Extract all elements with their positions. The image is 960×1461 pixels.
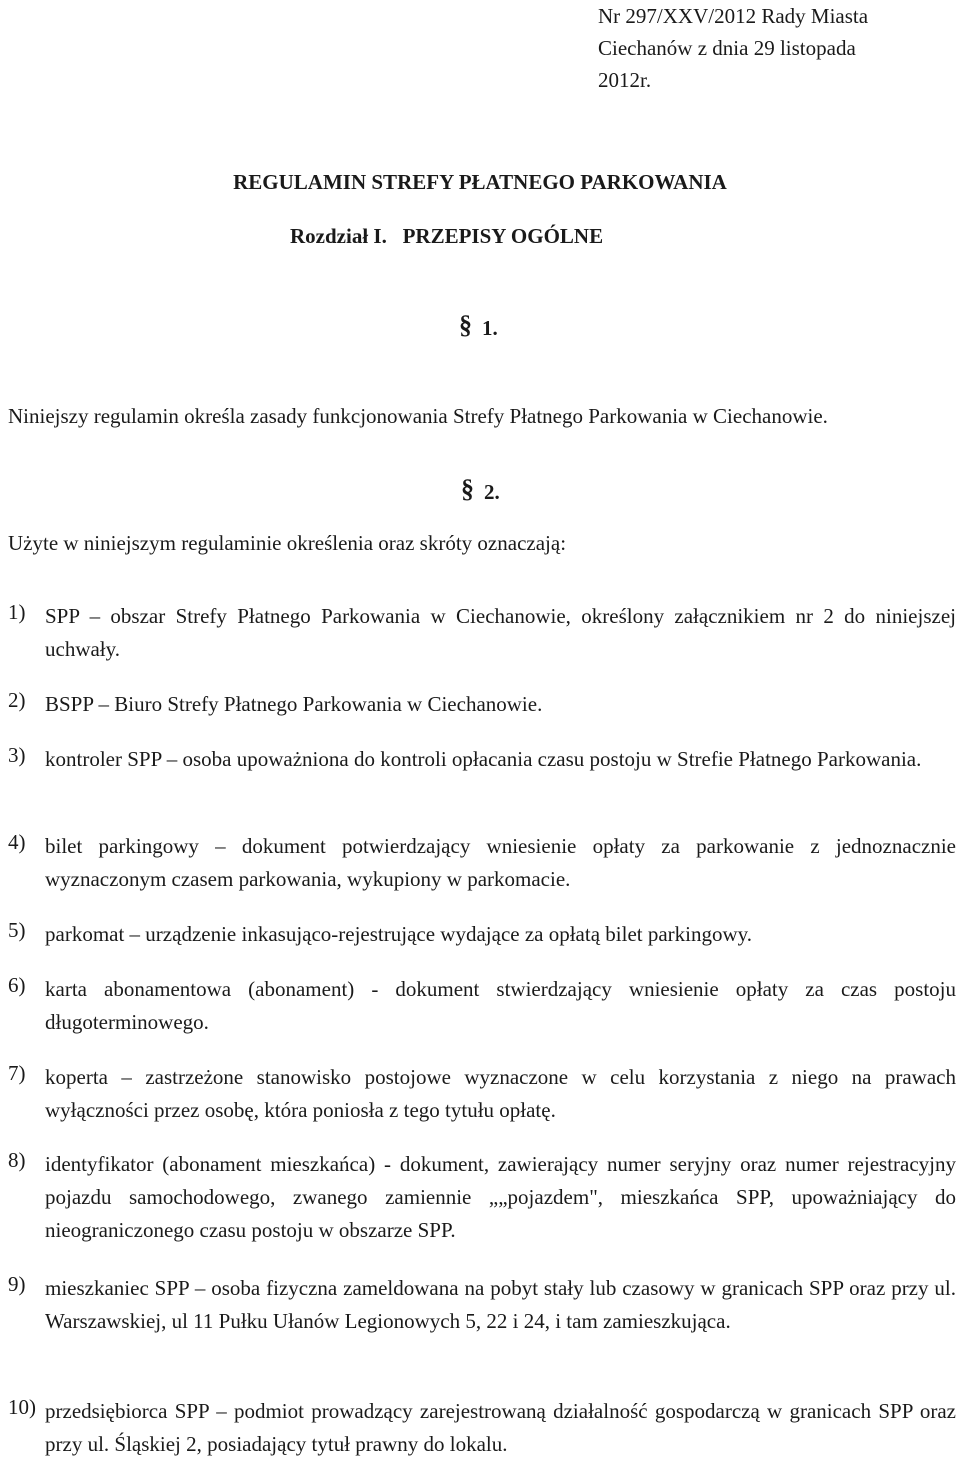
item-text: mieszkaniec SPP – osoba fizyczna zameldowana na pobyt stały lub czasowy w granicach SPP oraz przy ul. Warszawskiej, ul 11 Pułku Ułanów Legionowych 5, 22 i 24, i tam zamieszkująca. [45,1276,956,1333]
section-sign-icon: § [459,310,472,339]
item-number: 3) [8,743,26,767]
resolution-line: Ciechanów z dnia 29 listopada [598,36,856,60]
section-1-heading [459,312,498,342]
document-title: REGULAMIN STREFY PŁATNEGO PARKOWANIA [233,170,727,194]
item-text: karta abonamentowa (abonament) - dokument stwierdzający wniesienie opłaty za czas postoju długoterminowego. [45,977,956,1034]
resolution-line: 2012r. [598,68,652,92]
item-number: 8) [8,1148,26,1172]
item-number: 5) [8,918,26,942]
item-number: 1) [8,600,26,624]
item-text: przedsiębiorca SPP – podmiot prowadzący zarejestrowaną działalność gospodarczą w granicach SPP oraz przy ul. Śląskiej 2, posiadający tytuł prawny do lokalu. [45,1399,956,1456]
section-2-intro: Użyte w niniejszym regulaminie określenia oraz skróty oznaczają: [8,531,567,555]
resolution-line: Nr 297/XXV/2012 Rady Miasta [598,4,869,28]
section-2-heading [461,476,500,506]
chapter-heading: Rozdział I. PRZEPISY OGÓLNE [290,224,604,248]
resolution-reference [598,0,948,96]
item-text: koperta – zastrzeżone stanowisko postojowe wyznaczone w celu korzystania z niego na prawach wyłączności przez osobę, która poniosła z tego tytułu opłatę. [45,1065,956,1122]
section-sign-icon: § [461,474,474,503]
item-number: 4) [8,830,26,854]
item-text: SPP – obszar Strefy Płatnego Parkowania w Ciechanowie, określony załącznikiem nr 2 do niniejszej uchwały. [45,604,956,661]
item-text: parkomat – urządzenie inkasująco-rejestrujące wydające za opłatą bilet parkingowy. [45,922,753,946]
section-number: 2. [484,480,500,504]
item-number: 9) [8,1272,26,1296]
item-number: 10) [8,1395,36,1419]
section-1-text: Niniejszy regulamin określa zasady funkcjonowania Strefy Płatnego Parkowania w Ciechanowie. [8,404,828,428]
item-text: BSPP – Biuro Strefy Płatnego Parkowania w Ciechanowie. [45,692,543,716]
item-number: 2) [8,688,26,712]
item-number: 6) [8,973,26,997]
item-text: kontroler SPP – osoba upoważniona do kontroli opłacania czasu postoju w Strefie Płatnego Parkowania. [45,747,922,771]
item-number: 7) [8,1061,26,1085]
item-text: identyfikator (abonament mieszkańca) - dokument, zawierający numer seryjny oraz numer rejestracyjny pojazdu samochodowego, zwanego zamiennie „„pojazdem", mieszkańca SPP, upoważniający do nieograniczonego czasu postoju w obszarze SPP. [45,1152,956,1242]
section-number: 1. [482,316,498,340]
item-text: bilet parkingowy – dokument potwierdzający wniesienie opłaty za parkowanie z jednoznacznie wyznaczonym czasem parkowania, wykupiony w parkomacie. [45,834,956,891]
